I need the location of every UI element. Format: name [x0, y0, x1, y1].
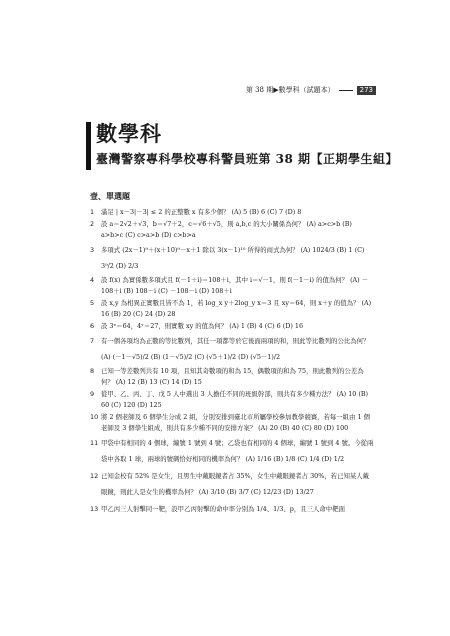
header-rule [339, 90, 353, 91]
question-text: 設 x,y 為相異正實數且皆不為 1，若 log_x y＋2log_y x＝3 且 xy＝64，則 x＋y 的值為？ (A) 16 (B) 20 (C) 24 (D) 28 [101, 299, 372, 318]
question-item [90, 275, 374, 297]
question-number: 13 [90, 505, 99, 513]
title-accent-bar [86, 122, 91, 170]
running-title: 第 38 期▶數學科（試題本） [245, 86, 335, 94]
question-text: 設 f(x) 為實係數多項式且 f(－1＋i)＝108＋i，其中 i＝√－1，則 f(－1－i) 的值為何？ (A) －108＋i (B) 108－i (C) －108－i (D) 108＋i [101, 276, 369, 295]
section-heading: 壹、單選題 [90, 191, 130, 201]
question-item [90, 207, 374, 218]
question-number: 2 [90, 220, 95, 228]
question-item [90, 389, 374, 411]
running-header [246, 85, 376, 95]
question-number: 6 [90, 322, 95, 330]
page-number: 273 [357, 86, 376, 95]
question-text: 甲袋中有相同的 4 個球，編號 1 號到 4 號；乙袋也有相同的 4 個球，編號 1 號到 4 號。今從兩袋中各取 1 球，兩球的號碼恰好相同的機率為何？ (A) 1/16 (B) 1/8 (C) 1/4 (D) 1/2 [101, 439, 374, 463]
question-item [90, 435, 374, 467]
question-number: 1 [90, 208, 95, 216]
question-item [90, 468, 374, 500]
question-text: 設 3ˣ＝64，4ʸ＝27，則實數 xy 的值為何？ (A) 1 (B) 4 (C) 6 (D) 16 [101, 322, 304, 330]
question-item [90, 412, 374, 434]
question-item [90, 501, 374, 517]
question-number: 8 [90, 367, 95, 375]
question-number: 11 [90, 439, 99, 447]
question-list [90, 207, 374, 518]
subject-title: 數學科 [96, 121, 162, 146]
question-number: 5 [90, 299, 95, 307]
exam-title: 臺灣警察專科學校專科警員班第 38 期【正期學生組】 [96, 152, 399, 166]
question-number: 10 [90, 413, 99, 421]
question-item [90, 321, 374, 332]
question-text: 已知一等差數列共有 10 項，且知其奇數項的和為 15，偶數項的和為 75，則此數列的公差為何？ (A) 12 (B) 13 (C) 14 (D) 15 [101, 367, 364, 386]
question-number: 9 [90, 390, 95, 398]
question-text: 設 a＝2√2＋√3，b＝√7＋2，c＝√6＋√5，則 a,b,c 的大小關係為何？ (A) a>c>b (B) a>b>c (C) c>a>b (D) c>b>a [101, 220, 352, 239]
question-item [90, 298, 374, 320]
question-number: 4 [90, 276, 95, 284]
question-text: 滿足 | x－3|－3| ≤ 2 的正整數 x 有多少個？ (A) 5 (B) 6 (C) 7 (D) 8 [101, 208, 302, 216]
question-text: 多項式 (2x－1)⁹＋(x＋10)⁹－x＋1 除以 3(x－1)¹⁰ 所得的商式為何？ (A) 1024/3 (B) 1 (C) 3⁹/2 (D) 2/3 [101, 246, 365, 270]
question-text: 將 2 個老師及 6 個學生分成 2 組，分別安排到臺北市所屬學校參加教學競賽，若每一組由 1 個老師及 3 個學生組成，則共有多少種不同的安排方案？ (A) 20 (B) 40 (C) 80 (D) 100 [101, 413, 370, 432]
question-number: 7 [90, 337, 95, 345]
question-number: 3 [90, 246, 95, 254]
question-item [90, 333, 374, 365]
question-number: 12 [90, 472, 99, 480]
question-text: 從甲、乙、丙、丁、戊 5 人中選出 3 人擔任不同的班級幹部，則共有多少種方法？ (A) 10 (B) 60 (C) 120 (D) 125 [101, 390, 369, 409]
question-item [90, 366, 374, 388]
question-text: 甲乙丙三人射擊同一靶，設甲乙丙射擊的命中率分別為 1/4、1/3、p，且三人命中靶面 [101, 505, 345, 513]
question-item [90, 242, 374, 274]
question-text: 有一個各項均為正數的等比數列，其任一項都等於它後面兩項的和，則此等比數列的公比為何？ (A) (－1－√5)/2 (B) (1－√5)/2 (C) (√5＋1)/2 (D) (√5－1)/2 [101, 337, 370, 361]
question-text: 已知金校有 52% 是女生，且男生中戴眼鏡者占 35%，女生中戴眼鏡者占 30%，若已知某人戴眼鏡，則此人是女生的機率為何？ (A) 3/10 (B) 3/7 (C) 12/23 (D) 13/27 [101, 472, 370, 496]
question-item [90, 219, 374, 241]
